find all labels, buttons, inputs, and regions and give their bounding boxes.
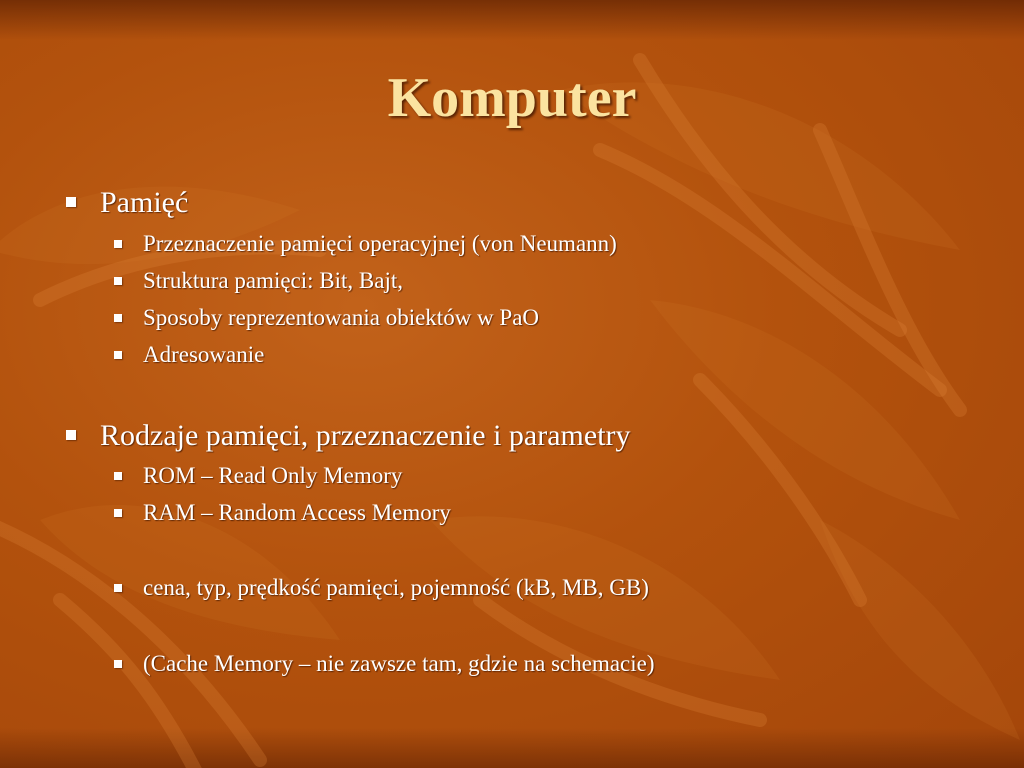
square-bullet-icon [114, 351, 122, 359]
square-bullet-icon [114, 584, 122, 592]
slide-title: Komputer [387, 67, 637, 129]
list-item-text: cena, typ, prędkość pamięci, pojemność (kB, MB, GB) [143, 575, 649, 600]
list-item [114, 304, 539, 332]
square-bullet-icon [114, 509, 122, 517]
square-bullet-icon [114, 240, 122, 248]
list-item [114, 341, 264, 369]
section-heading-rodzaje [66, 418, 631, 454]
list-item-text: Adresowanie [143, 342, 265, 367]
list-item-text: Przeznaczenie pamięci operacyjnej (von Neumann) [143, 231, 617, 256]
list-item-text: ROM – Read Only Memory [143, 463, 403, 488]
list-item [114, 574, 649, 602]
square-bullet-icon [114, 277, 122, 285]
square-bullet-icon [114, 314, 122, 322]
list-item-text: Struktura pamięci: Bit, Bajt, [143, 268, 403, 293]
section-heading-text: Pamięć [100, 186, 189, 219]
list-item [114, 462, 402, 490]
square-bullet-icon [66, 430, 76, 440]
square-bullet-icon [114, 472, 122, 480]
list-item [114, 650, 655, 678]
section-heading-pamiec [66, 185, 188, 221]
section-heading-text: Rodzaje pamięci, przeznaczenie i parametry [100, 419, 631, 452]
list-item-text: Sposoby reprezentowania obiektów w PaO [143, 305, 540, 330]
list-item [114, 230, 617, 258]
list-item-text: (Cache Memory – nie zawsze tam, gdzie na schemacie) [143, 651, 655, 676]
list-item [114, 499, 451, 527]
list-item-text: RAM – Random Access Memory [143, 500, 451, 525]
square-bullet-icon [66, 197, 76, 207]
square-bullet-icon [114, 660, 122, 668]
list-item [114, 267, 403, 295]
